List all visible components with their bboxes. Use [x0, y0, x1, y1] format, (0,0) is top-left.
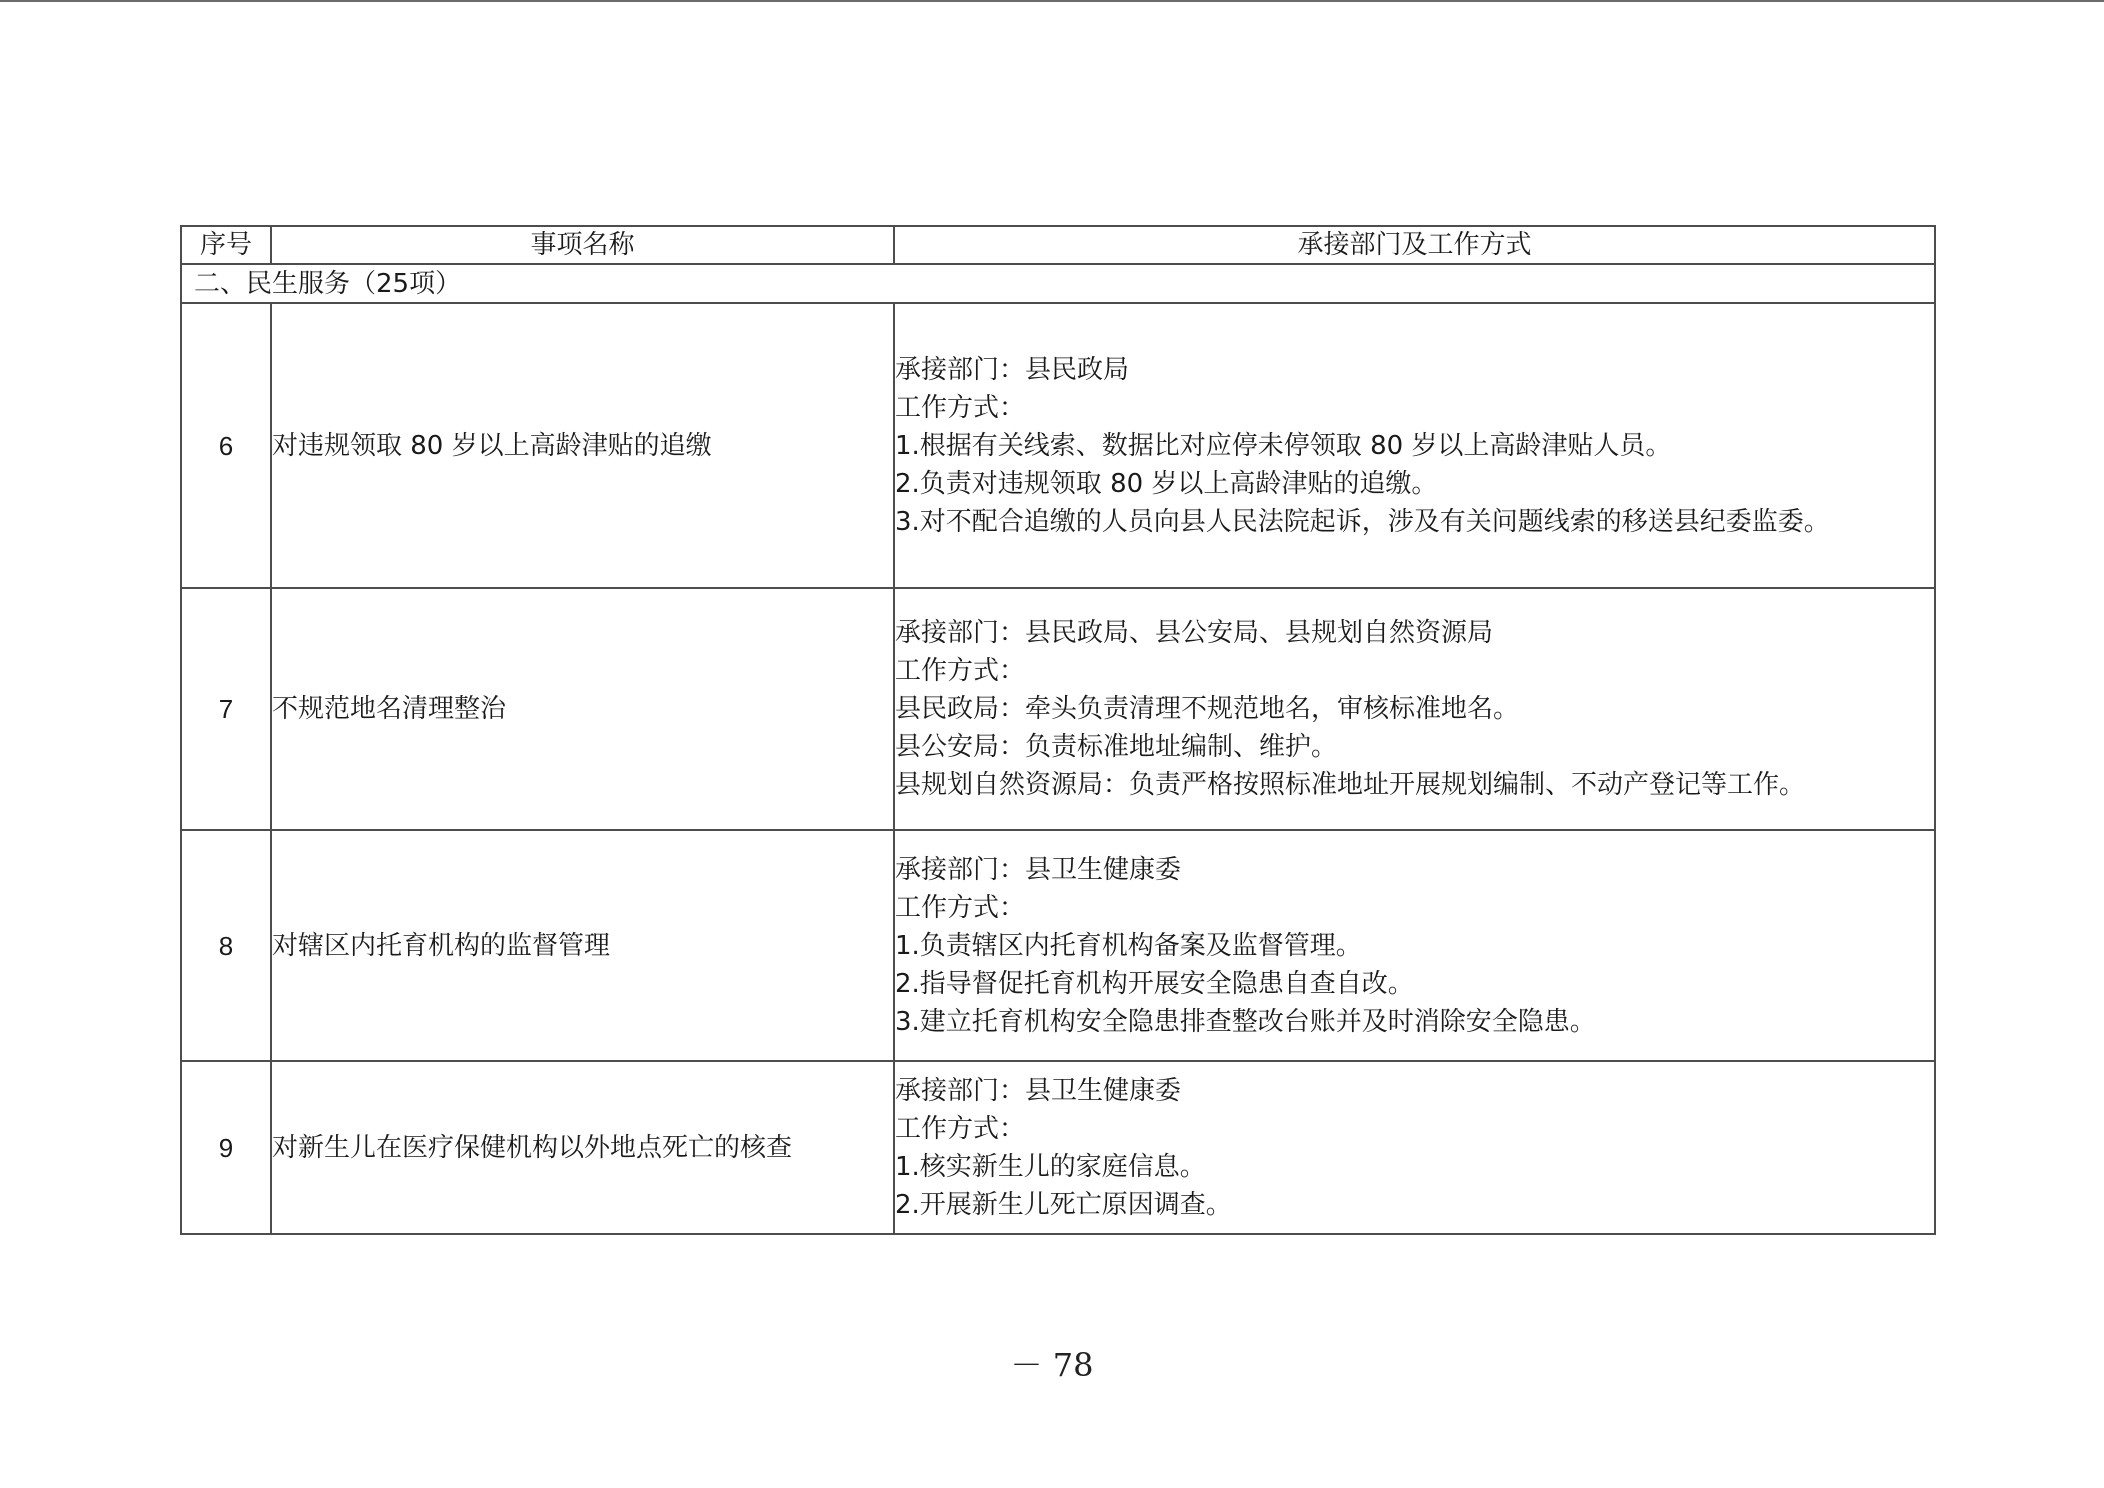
dept-line: 2.指导督促托育机构开展安全隐患自查自改。: [895, 968, 1414, 999]
table-row: [181, 303, 1935, 588]
dept-line: 承接部门：县民政局: [895, 354, 1130, 385]
dept-line: 县公安局：负责标准地址编制、维护。: [895, 732, 1338, 762]
top-border-line: [0, 0, 2104, 2]
dept-line: 3.建立托育机构安全隐患排查整改台账并及时消除安全隐患。: [895, 1006, 1596, 1037]
section-row: [181, 264, 1935, 303]
section-title: 二、民生服务（25项）: [181, 264, 1935, 303]
header-name: 事项名称: [271, 226, 894, 264]
dept-line: 承接部门：县卫生健康委: [895, 1075, 1182, 1106]
dept-line: 1.核实新生儿的家庭信息。: [895, 1151, 1206, 1182]
dept-line: 2.负责对违规领取 80 岁以上高龄津贴的追缴。: [895, 468, 1438, 499]
dept-line: 工作方式：: [895, 392, 1026, 423]
table-header-row: [181, 226, 1935, 264]
dept-line: 县民政局：牵头负责清理不规范地名，审核标准地名。: [895, 694, 1520, 724]
row-seq: 9: [181, 1061, 271, 1234]
row-dept-cell: [894, 830, 1935, 1061]
dept-line: 县规划自然资源局：负责严格按照标准地址开展规划编制、不动产登记等工作。: [895, 770, 1806, 800]
row-seq: 7: [181, 588, 271, 830]
table-row: [181, 830, 1935, 1061]
dept-line: 承接部门：县卫生健康委: [895, 854, 1182, 885]
page-number: － 78: [1010, 1346, 1094, 1384]
dept-line: 工作方式：: [895, 892, 1026, 923]
dept-line: 工作方式：: [895, 656, 1026, 686]
row-dept-cell: [894, 1061, 1935, 1234]
row-item-name: 对违规领取 80 岁以上高龄津贴的追缴: [271, 303, 894, 588]
dept-line: 2.开展新生儿死亡原因调查。: [895, 1189, 1232, 1220]
row-seq: 8: [181, 830, 271, 1061]
table-row: [181, 588, 1935, 830]
dept-line: 3.对不配合追缴的人员向县人民法院起诉，涉及有关问题线索的移送县纪委监委。: [895, 506, 1830, 537]
dept-line: 1.根据有关线索、数据比对应停未停领取 80 岁以上高龄津贴人员。: [895, 430, 1672, 461]
row-item-name: 对新生儿在医疗保健机构以外地点死亡的核查: [271, 1061, 894, 1234]
header-dept: 承接部门及工作方式: [894, 226, 1935, 264]
row-seq: 6: [181, 303, 271, 588]
matters-table: [180, 225, 1936, 1235]
row-item-name: 不规范地名清理整治: [271, 588, 894, 830]
dept-line: 工作方式：: [895, 1113, 1026, 1144]
dept-line: 承接部门：县民政局、县公安局、县规划自然资源局: [895, 618, 1494, 648]
row-dept-cell: [894, 303, 1935, 588]
table-row: [181, 1061, 1935, 1234]
header-seq: 序号: [181, 226, 271, 264]
row-item-name: 对辖区内托育机构的监督管理: [271, 830, 894, 1061]
dept-line: 1.负责辖区内托育机构备案及监督管理。: [895, 930, 1362, 961]
row-dept-cell: [894, 588, 1935, 830]
